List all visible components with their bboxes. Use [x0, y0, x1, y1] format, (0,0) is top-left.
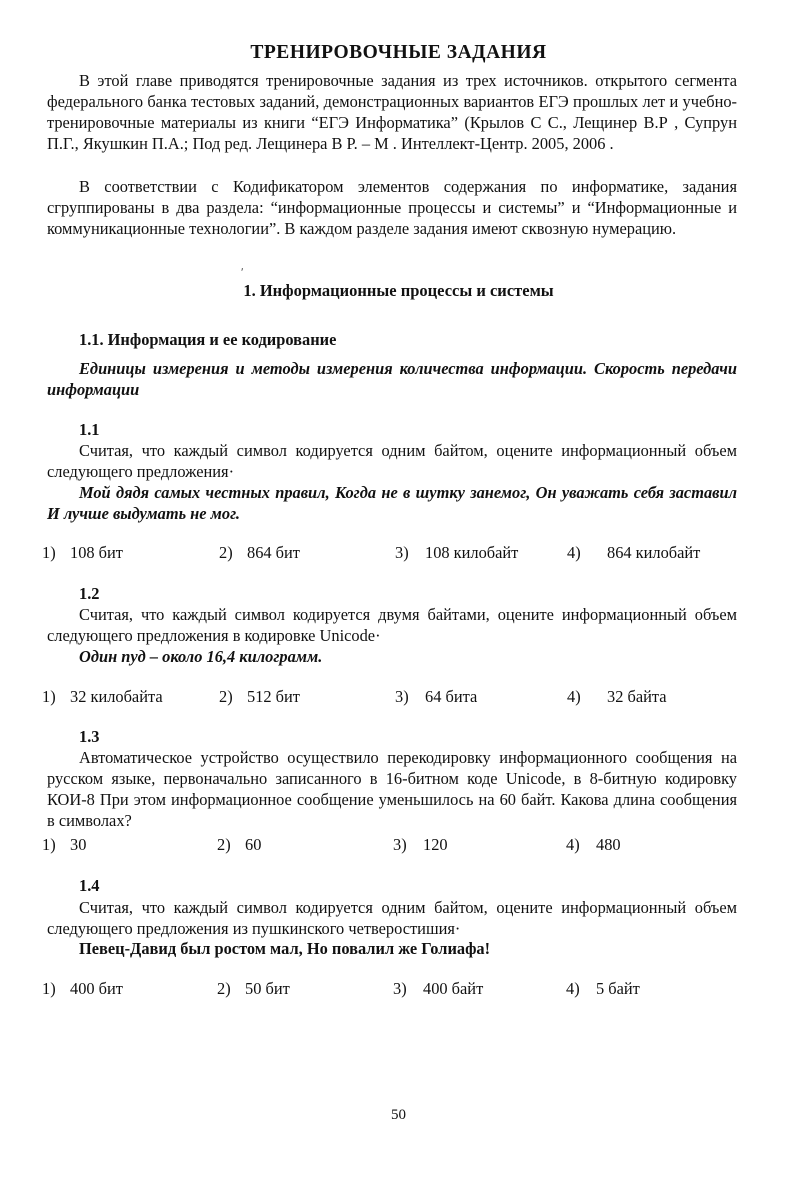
page-number: 50	[391, 1107, 406, 1123]
task-question: Автоматическое устройство осуществило перекодировку информационного сообщения на русском языке, первоначально записанного в 16-битном коде Unicode, в 8-битную кодировку КОИ-8 При этом информационное сообщение уменьшилось на 60 байт. Какова длина сообщения в символах?	[47, 748, 737, 830]
option-2: 2) 864 бит	[219, 543, 300, 562]
option-3: 3) 64 бита	[395, 687, 478, 706]
intro-paragraph-2: В соответствии с Кодификатором элементов содержания по информатике, задания сгруппированы в два раздела: “информационные процессы и системы” и “Информационные и коммуникационные технологии”. В каждом разделе задания имеют сквозную нумерацию.	[47, 177, 737, 238]
task-question: Считая, что каждый символ кодируется двумя байтами, оцените информационный объем следующего предложения в кодировке Unicode·	[47, 605, 737, 645]
option-2: 2) 512 бит	[219, 687, 300, 706]
option-3: 3) 120	[393, 835, 448, 854]
section-heading: 1. Информационные процессы и системы	[243, 281, 554, 300]
subsection-heading: 1.1. Информация и ее кодирование	[79, 330, 337, 349]
option-2: 2) 50 бит	[217, 979, 290, 998]
option-1: 1) 400 бит	[42, 979, 123, 998]
option-3: 3) 108 килобайт	[395, 543, 519, 562]
task-number: 1.3	[79, 727, 100, 746]
task-number: 1.1	[79, 420, 100, 439]
task-sentence: Мой дядя самых честных правил, Когда не в шутку занемог, Он уважать себя заставил И лучше выдумать не мог.	[47, 483, 737, 523]
topic-heading: Единицы измерения и методы измерения количества информации. Скорость передачи информации	[47, 359, 737, 399]
option-3: 3) 400 байт	[393, 979, 484, 998]
stray-mark: ʹ	[241, 265, 244, 279]
task-number: 1.2	[79, 584, 100, 603]
task-sentence: Один пуд – около 16,4 килограмм.	[79, 647, 323, 666]
option-1: 1) 32 килобайта	[42, 687, 163, 706]
task-sentence: Певец-Давид был ростом мал, Но повалил же Голиафа!	[79, 939, 491, 958]
option-4: 4) 5 байт	[566, 979, 640, 998]
page-title: ТРЕНИРОВОЧНЫЕ ЗАДАНИЯ	[250, 42, 547, 63]
option-4: 4) 864 килобайт	[567, 543, 701, 562]
task-number: 1.4	[79, 876, 100, 895]
option-4: 4) 480	[566, 835, 621, 854]
task-question: Считая, что каждый символ кодируется одним байтом, оцените информационный объем следующего предложения из пушкинского четверостишия·	[47, 898, 737, 938]
option-4: 4) 32 байта	[567, 687, 667, 706]
option-1: 1) 108 бит	[42, 543, 123, 562]
option-1: 1) 30	[42, 835, 87, 854]
option-2: 2) 60	[217, 835, 262, 854]
task-question: Считая, что каждый символ кодируется одним байтом, оцените информационный объем следующего предложения·	[47, 441, 737, 481]
intro-paragraph-1: В этой главе приводятся тренировочные задания из трех источников. открытого сегмента федерального банка тестовых заданий, демонстрационных вариантов ЕГЭ прошлых лет и учебно-тренировочные материалы из книги “ЕГЭ Информатика” (Крылов С С., Лещинер В.Р , Супрун П.Г., Якушкин П.А.; Под ред. Лещинера В Р. – М . Интеллект-Центр. 2005, 2006 .	[47, 71, 737, 153]
